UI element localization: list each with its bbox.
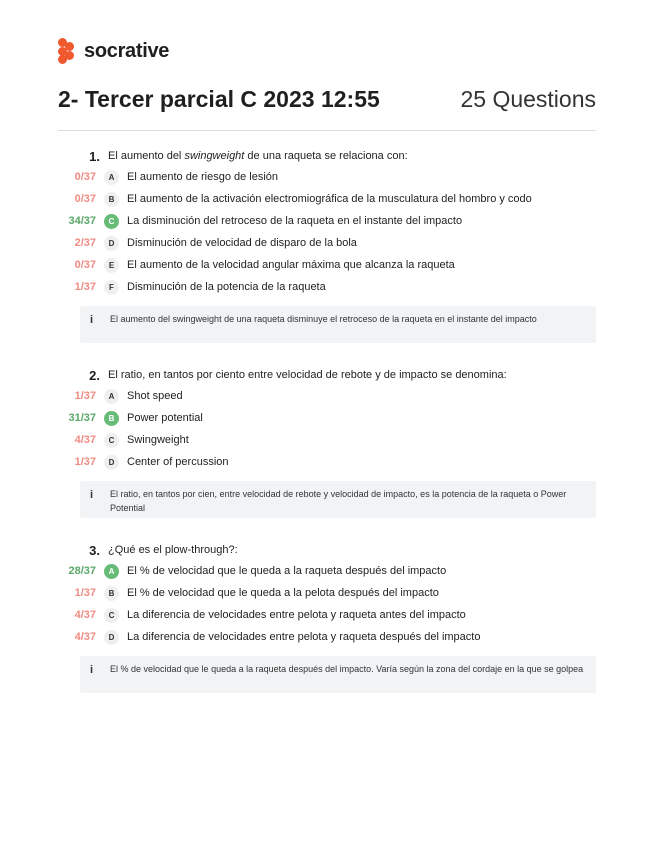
answer-text: La diferencia de velocidades entre pelota y raqueta después del impacto [127,631,481,643]
info-icon: i [90,664,94,676]
answer-row [0,235,654,253]
answer-text: Shot speed [127,390,183,402]
response-count: 2/37 [74,237,96,249]
question-number: 3. [89,543,100,558]
question-header [0,368,654,384]
answer-text: Center of percussion [127,456,229,468]
answer-row [0,257,654,275]
answer-letter-badge: D [104,236,119,251]
question-number: 1. [89,149,100,164]
question-count: 25 Questions [460,86,596,112]
answer-text: El % de velocidad que le queda a la raqueta después del impacto [127,565,447,577]
answer-text: Disminución de la potencia de la raqueta [127,281,326,293]
answer-row [0,432,654,450]
explanation-text: El % de velocidad que le queda a la raqueta después del impacto. Varía según la zona del cordaje en la que se golpea [110,664,584,674]
answer-row-correct [0,213,654,231]
answer-row [0,585,654,603]
answer-text: Power potential [127,412,203,424]
question-header [0,149,654,165]
answer-text: La disminución del retroceso de la raqueta en el instante del impacto [127,215,463,227]
response-count: 1/37 [74,281,96,293]
answer-text: Disminución de velocidad de disparo de la bola [127,237,357,249]
answer-letter-badge: C [104,608,119,623]
correct-answer-badge: C [104,214,119,229]
explanation-box [80,481,596,518]
response-count: 0/37 [74,171,96,183]
answer-row [0,279,654,297]
question-header [0,543,654,559]
answer-text: El aumento de la velocidad angular máxima que alcanza la raqueta [127,259,455,271]
answer-row-correct [0,563,654,581]
quiz-header [58,86,596,116]
explanation-box [80,656,596,693]
info-icon: i [90,489,94,501]
response-count: 1/37 [74,456,96,468]
answer-text: Swingweight [127,434,189,446]
answer-row-correct [0,410,654,428]
header-divider [58,130,596,131]
answer-letter-badge: D [104,455,119,470]
answer-text: El aumento de la activación electromiográfica de la musculatura del hombro y codo [127,193,532,205]
socrative-logo-icon [58,38,78,64]
correct-answer-badge: B [104,411,119,426]
explanation-text: El ratio, en tantos por cien, entre velocidad de rebote y velocidad de impacto, es la potencia de la raqueta o Power Potential [110,489,567,513]
response-count: 0/37 [74,259,96,271]
question-text: ¿Qué es el plow-through?: [108,544,238,556]
question-number: 2. [89,368,100,383]
answer-letter-badge: B [104,586,119,601]
explanation-text: El aumento del swingweight de una raqueta disminuye el retroceso de la raqueta en el instante del impacto [110,314,537,324]
answer-letter-badge: E [104,258,119,273]
answer-row [0,629,654,647]
brand-name: socrative [84,39,170,62]
response-count: 1/37 [74,390,96,402]
answer-letter-badge: C [104,433,119,448]
response-count: 1/37 [74,587,96,599]
question-text: El ratio, en tantos por ciento entre velocidad de rebote y de impacto se denomina: [108,369,507,381]
answer-letter-badge: D [104,630,119,645]
response-count: 4/37 [74,434,96,446]
info-icon: i [90,314,94,326]
answer-letter-badge: A [104,389,119,404]
answer-row [0,191,654,209]
answer-row [0,388,654,406]
socrative-logo [58,38,169,64]
explanation-box [80,306,596,343]
answer-text: El % de velocidad que le queda a la pelota después del impacto [127,587,439,599]
answer-text: La diferencia de velocidades entre pelota y raqueta antes del impacto [127,609,466,621]
quiz-title: 2- Tercer parcial C 2023 12:55 [58,86,380,112]
response-count: 4/37 [74,631,96,643]
response-count: 4/37 [74,609,96,621]
answer-text: El aumento de riesgo de lesión [127,171,279,183]
response-count: 0/37 [74,193,96,205]
answer-row [0,454,654,472]
question-text: El aumento del swingweight de una raqueta se relaciona con: [108,150,408,162]
answer-letter-badge: B [104,192,119,207]
response-count: 34/37 [68,215,96,227]
response-count: 28/37 [68,565,96,577]
response-count: 31/37 [68,412,96,424]
correct-answer-badge: A [104,564,119,579]
answer-letter-badge: A [104,170,119,185]
answer-row [0,169,654,187]
answer-letter-badge: F [104,280,119,295]
answer-row [0,607,654,625]
